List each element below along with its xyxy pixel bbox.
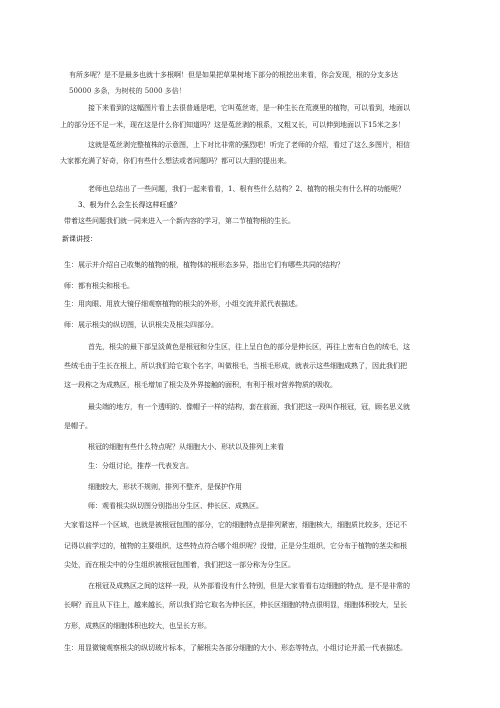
paragraph-line: 师：都有根尖和根毛。 bbox=[64, 282, 134, 290]
paragraph-line: 上的部分还不足一米，现在这是什么你们知道吗？这是菟丝剥的根系，又粗又长，可以伸到地面以下15米之多！ bbox=[60, 121, 405, 129]
section-label: 新课讲授： bbox=[62, 235, 97, 243]
paragraph-line: 生：用肉眼、用放大镜仔细观察植物的根尖的外形，小组交流并派代表描述。 bbox=[64, 300, 302, 308]
paragraph-line: 师：观看根尖纵切图分别指出分生区、伸长区、成熟区。 bbox=[88, 502, 263, 510]
paragraph-line: 细胞较大，形状不规则，排列不整齐，是保护作用 bbox=[88, 483, 242, 491]
paragraph-line: 50000 多条，为树枝的 5000 多倍！ bbox=[69, 87, 186, 95]
paragraph-line: 有所多呢？是不是最多也就十多根啊！但是如果把草果树地下部分的根挖出来看，你会发现，根的分支多达 bbox=[69, 71, 398, 79]
paragraph-line: 长啊？而且从下往上，越来越长，所以我们给它取名为伸长区，伸长区细胞的特点很明显，细胞体积较大，呈长 bbox=[64, 601, 407, 609]
paragraph-line: 首先，根尖的最下部呈淡黄色是根冠和分生区，往上呈白色的部分是伸长区，再往上密布白色的绒毛，这 bbox=[88, 343, 410, 351]
paragraph-line: 记得以前学过的，植物的主要组织，这些特点符合哪个组织呢？没错，正是分生组织，它分布于植物的茎尖和根 bbox=[64, 542, 407, 550]
paragraph-line: 生：用显微镜观察根尖的纵切玻片标本，了解根尖各部分细胞的大小、形态等特点，小组讨论并派一代表描述。 bbox=[64, 644, 407, 652]
paragraph-line: 根冠的细胞有些什么特点呢？从细胞大小、形状以及排列上来看 bbox=[88, 443, 284, 451]
paragraph-line: 这一段称之为成熟区，根毛增加了根尖及外界接触的面积，有利于根对营养物质的吸收。 bbox=[64, 381, 337, 389]
subheading-line: 3、根为什么会生长得这样旺盛？ bbox=[78, 201, 181, 209]
paragraph-line: 带着这些问题我们就一同来进入一个新内容的学习，第二节植物根的生长。 bbox=[64, 217, 295, 225]
paragraph-line: 师：展示根尖的纵切图，认识根尖及根尖四部分。 bbox=[64, 321, 218, 329]
paragraph-line: 这就是菟丝剥完整植株的示意图，上下对比非常的强烈吧！听完了老师的介绍，看过了这么多图片，相信 bbox=[88, 141, 410, 149]
paragraph-line: 大家看这样一个区域，也就是被根冠包围的部分，它的细胞特点是排列紧密，细胞核大，细胞质比较多，还记不 bbox=[64, 521, 407, 529]
paragraph-line: 是帽子。 bbox=[64, 422, 92, 430]
paragraph-line: 老师也总结出了一些问题，我们一起来看看，1、根有些什么结构？2、植物的根尖有什么样的功能呢？ bbox=[88, 185, 405, 193]
paragraph-line: 接下来看到的这幅图片看上去很普通是吧，它叫菟丝寄，是一种生长在荒漠里的植物，可以看到，地面以 bbox=[88, 104, 410, 112]
paragraph-line: 生：分组讨论，推荐一代表发言。 bbox=[88, 462, 193, 470]
paragraph-line: 生：展示并介绍自己收集的植物的根，植物体的根形态多异，指出它们有哪些共同的结构？ bbox=[64, 261, 344, 269]
paragraph-line: 尖处，而在根尖中的分生组织被根冠包围着，我们把这一部分称为分生区。 bbox=[64, 561, 295, 569]
paragraph-line: 大家都充满了好奇，你们有些什么想法或者问题吗？都可以大胆的提出来。 bbox=[60, 157, 291, 165]
paragraph-line: 方形，成熟区的细胞体积也较大，也呈长方形。 bbox=[64, 622, 211, 630]
paragraph-line: 最尖端的地方，有一个透明的、像帽子一样的结构，套在前面，我们把这一段叫作根冠，冠，顾名思义就 bbox=[88, 403, 410, 411]
paragraph-line: 在根冠及成熟区之间的这样一段，从外部看没有什么特别，但是大家看看右边细胞的特点，是不是非常的 bbox=[88, 582, 410, 590]
paragraph-line: 些绒毛由于生长在根上，所以我们给它取个名字，叫做根毛，当根毛形成，就表示这些细胞成熟了，因此我们把 bbox=[64, 362, 407, 370]
